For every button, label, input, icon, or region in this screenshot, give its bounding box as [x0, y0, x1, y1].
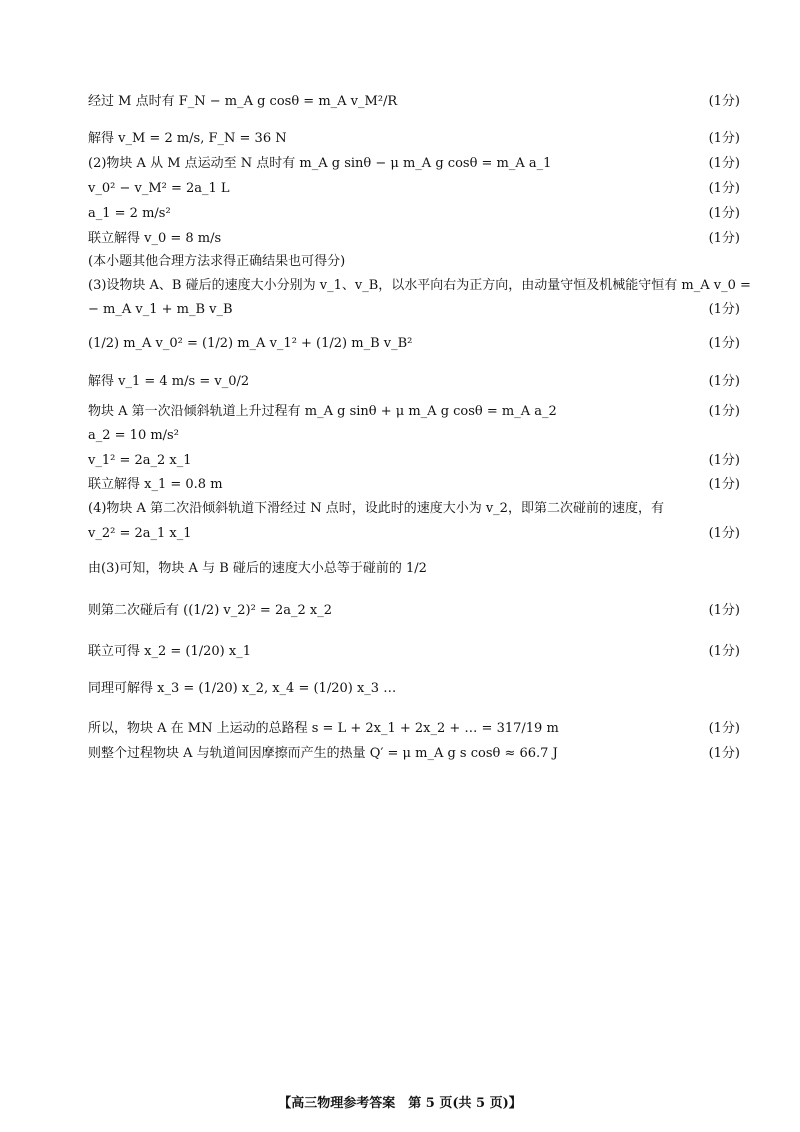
equation-text: v_1² = 2a_2 x_1 [88, 453, 192, 469]
solution-line-13 [88, 422, 740, 444]
equation-text: 同理可解得 x_3 = (1/20) x_2, x_4 = (1/20) x_3 … [88, 681, 397, 697]
equation-text: − m_A v_1 + m_B v_B [88, 302, 233, 318]
score-label: (1分) [708, 721, 740, 737]
solution-line-23 [88, 740, 740, 762]
score-label: (1分) [708, 302, 740, 318]
solution-line-6 [88, 225, 740, 247]
score-label: (1分) [708, 746, 740, 762]
solution-line-22 [88, 715, 740, 737]
score-label: (1分) [708, 374, 740, 390]
equation-text: 联立可得 x_2 = (1/20) x_1 [88, 644, 251, 660]
score-label: (1分) [708, 181, 740, 197]
solution-line-12 [88, 398, 740, 420]
solution-line-4 [88, 175, 740, 197]
solution-line-5 [88, 200, 740, 222]
equation-text: a_1 = 2 m/s² [88, 206, 171, 222]
equation-text: (3)设物块 A、B 碰后的速度大小分别为 v_1、v_B，以水平向右为正方向，由动量守恒及机械能守恒有 m_A v_0 = [88, 278, 751, 294]
score-label: (1分) [708, 94, 740, 110]
equation-text: (4)物块 A 第二次沿倾斜轨道下滑经过 N 点时，设此时的速度大小为 v_2，即第二次碰前的速度，有 [88, 501, 664, 517]
solution-line-8 [88, 272, 751, 294]
score-label: (1分) [708, 644, 740, 660]
equation-text: (1/2) m_A v_0² = (1/2) m_A v_1² + (1/2) m_B v_B² [88, 336, 413, 352]
score-label: (1分) [708, 404, 740, 420]
score-label: (1分) [708, 453, 740, 469]
equation-text: 则第二次碰后有 ((1/2) v_2)² = 2a_2 x_2 [88, 603, 332, 619]
solution-line-20 [88, 638, 740, 660]
score-label: (1分) [708, 477, 740, 493]
solution-line-15 [88, 471, 740, 493]
equation-text: 解得 v_M = 2 m/s, F_N = 36 N [88, 131, 287, 147]
equation-text: 所以，物块 A 在 MN 上运动的总路程 s = L + 2x_1 + 2x_2 + … = 317/19 m [88, 721, 559, 737]
equation-text: (2)物块 A 从 M 点运动至 N 点时有 m_A g sinθ − μ m_A g cosθ = m_A a_1 [88, 156, 552, 172]
score-label: (1分) [708, 206, 740, 222]
solution-line-17 [88, 520, 740, 542]
score-label: (1分) [708, 156, 740, 172]
score-label: (1分) [708, 336, 740, 352]
solution-line-9 [88, 296, 740, 318]
solution-line-14 [88, 447, 740, 469]
note-text: (本小题其他合理方法求得正确结果也可得分) [88, 254, 346, 270]
equation-text: 联立解得 x_1 = 0.8 m [88, 477, 223, 493]
solution-line-21 [88, 675, 740, 697]
score-label: (1分) [708, 231, 740, 247]
equation-text: 经过 M 点时有 F_N − m_A g cosθ = m_A v_M²/R [88, 94, 398, 110]
solution-line-16 [88, 495, 740, 517]
equation-text: v_2² = 2a_1 x_1 [88, 526, 192, 542]
equation-text: 物块 A 第一次沿倾斜轨道上升过程有 m_A g sinθ + μ m_A g cosθ = m_A a_2 [88, 404, 557, 420]
solution-line-3 [88, 150, 740, 172]
solution-line-1 [88, 88, 740, 110]
equation-text: a_2 = 10 m/s² [88, 428, 179, 444]
solution-line-19 [88, 597, 740, 619]
solution-line-10 [88, 330, 740, 352]
equation-text: 由(3)可知，物块 A 与 B 碰后的速度大小总等于碰前的 1/2 [88, 561, 427, 577]
score-label: (1分) [708, 131, 740, 147]
solution-line-11 [88, 368, 740, 390]
solution-line-2 [88, 125, 740, 147]
equation-text: 则整个过程物块 A 与轨道间因摩擦而产生的热量 Q′ = μ m_A g s cosθ ≈ 66.7 J [88, 746, 558, 762]
equation-text: 解得 v_1 = 4 m/s = v_0/2 [88, 374, 250, 390]
solution-line-18 [88, 555, 740, 577]
solution-note [88, 248, 740, 270]
score-label: (1分) [708, 603, 740, 619]
page-footer: 【高三物理参考答案 第 5 页(共 5 页)】 [278, 1096, 522, 1111]
equation-text: 联立解得 v_0 = 8 m/s [88, 231, 222, 247]
score-label: (1分) [708, 526, 740, 542]
equation-text: v_0² − v_M² = 2a_1 L [88, 181, 230, 197]
